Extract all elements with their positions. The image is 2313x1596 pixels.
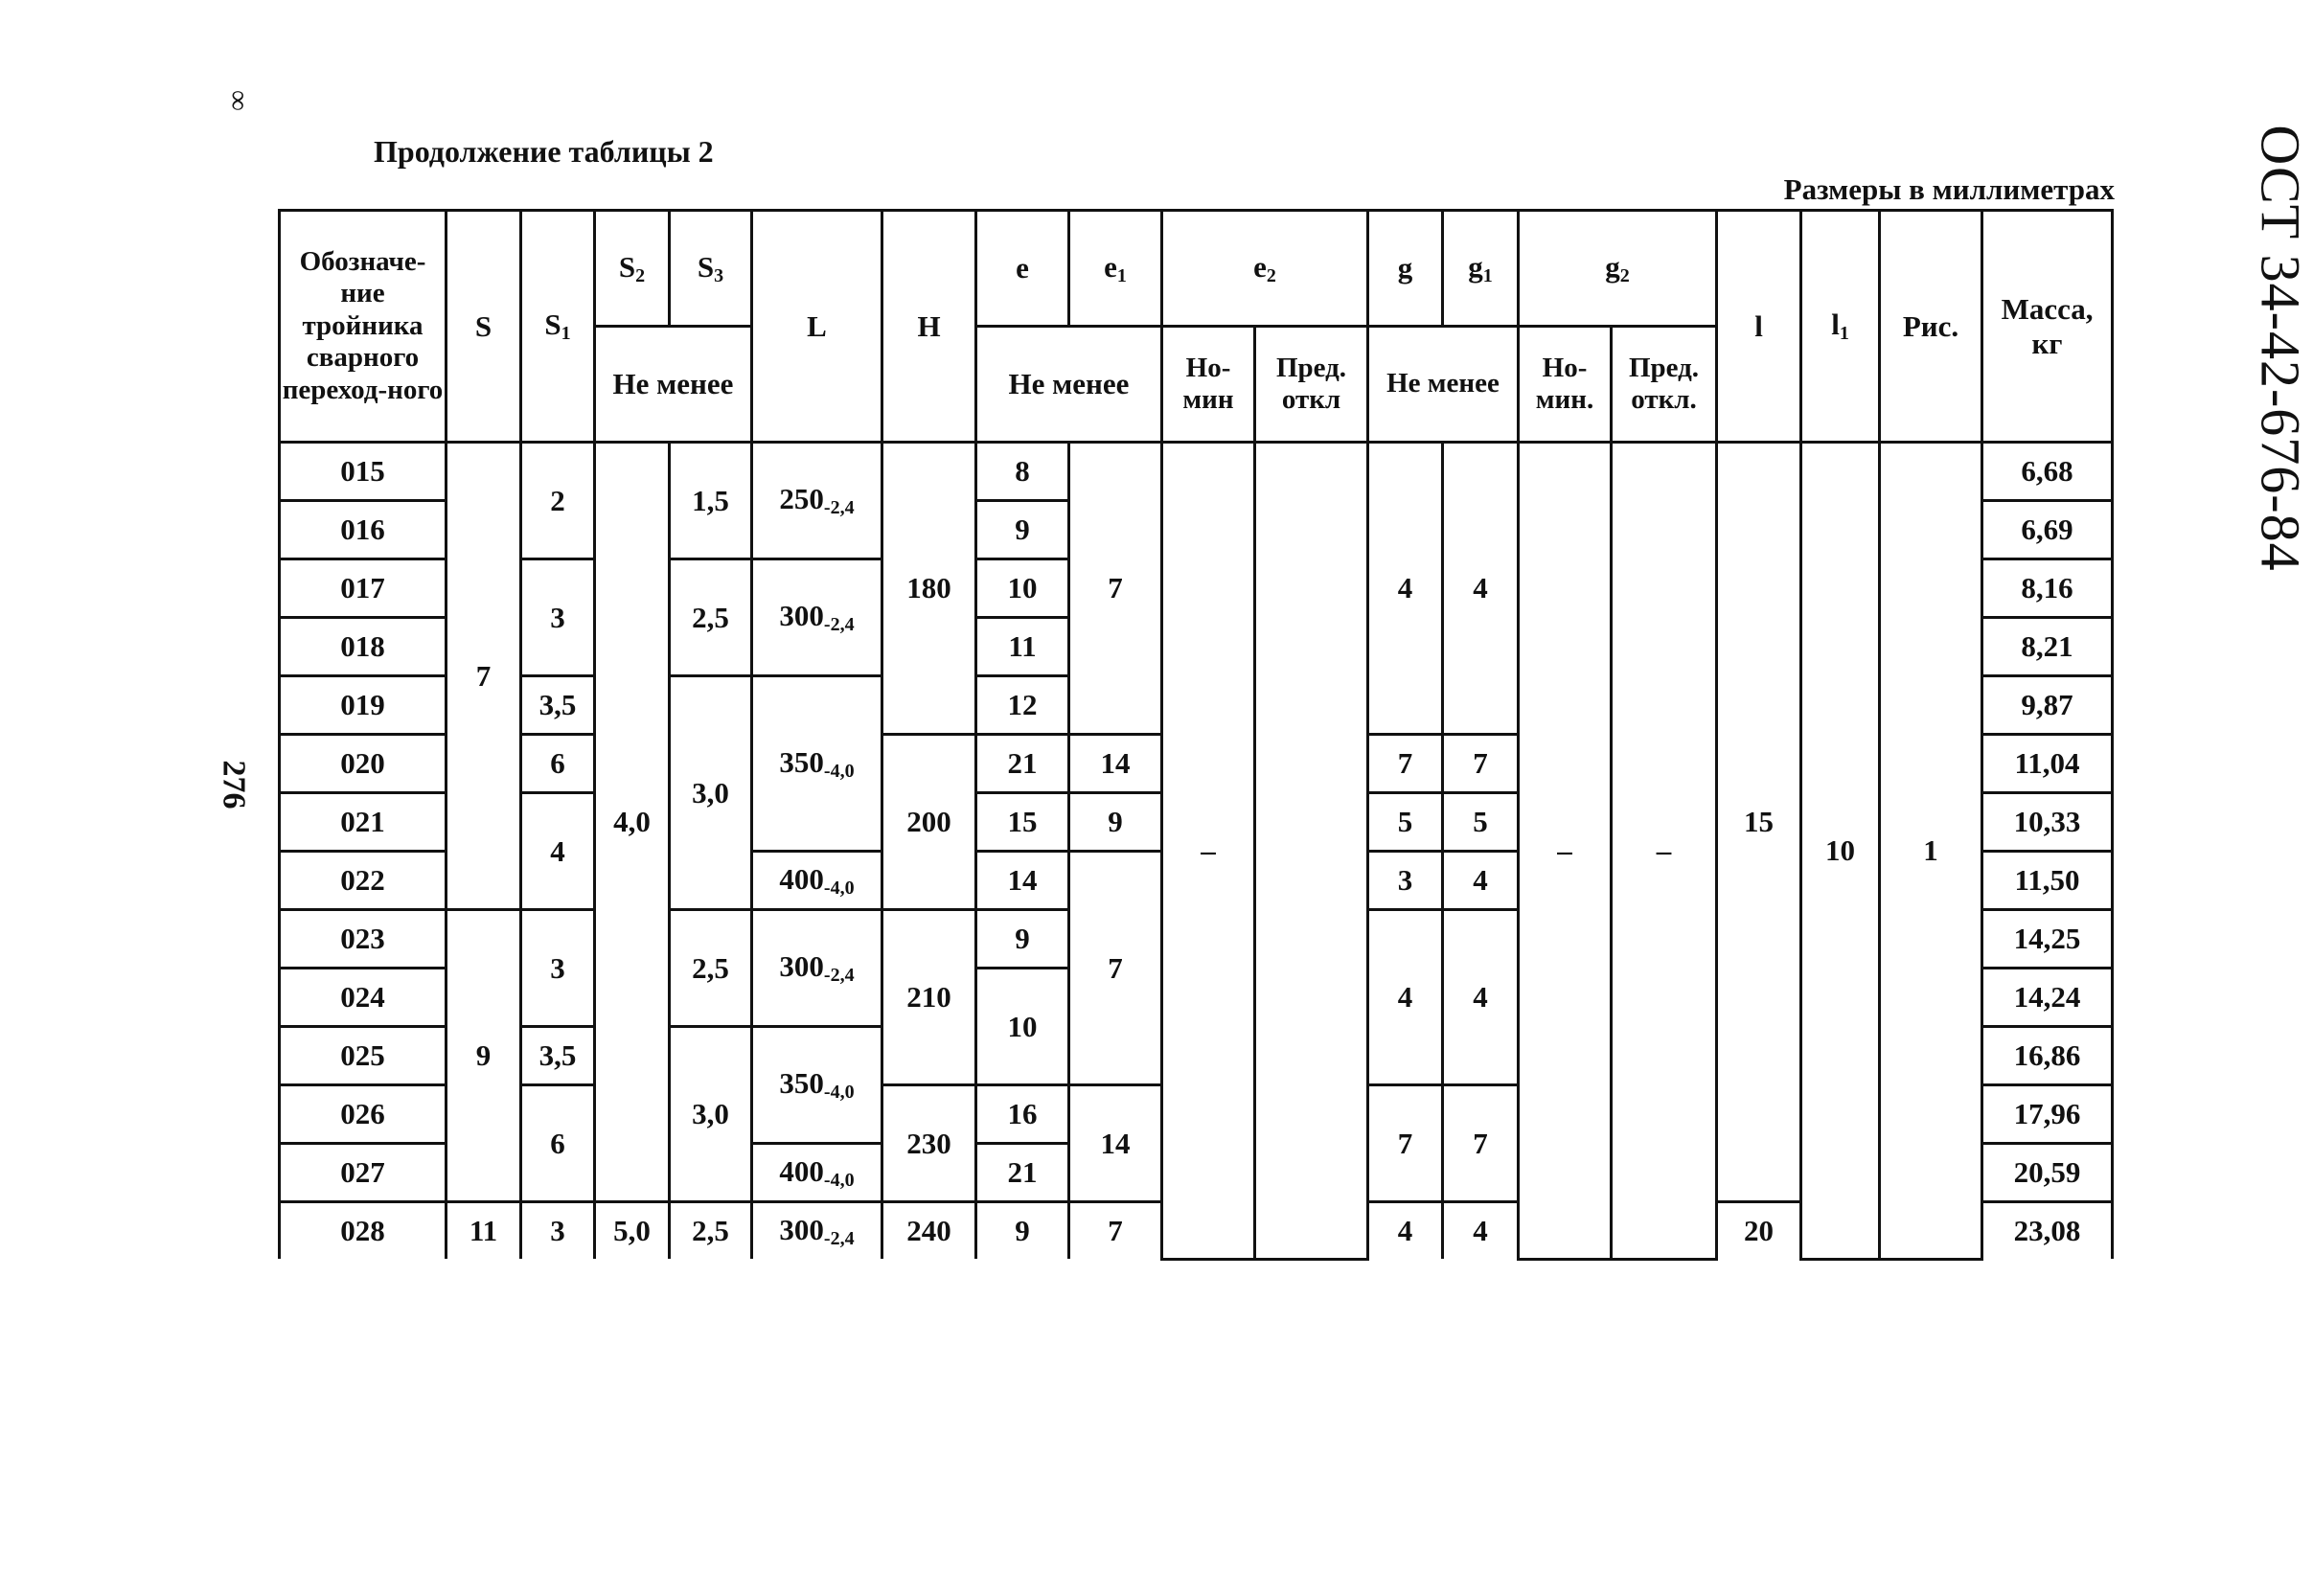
cell-e: 15	[976, 793, 1069, 852]
cell-mass: 11,50	[1982, 852, 2113, 910]
cell-mass: 10,33	[1982, 793, 2113, 852]
header-e: e	[976, 211, 1069, 327]
cell-l: 20	[1717, 1202, 1801, 1260]
cell-code: 022	[280, 852, 447, 910]
cell-L-value: 300	[779, 599, 824, 632]
cell-L-value: 250	[779, 482, 824, 515]
cell-code: 023	[280, 910, 447, 969]
cell-L-tolerance: -4,0	[823, 1169, 855, 1191]
header-g1	[1443, 211, 1519, 327]
cell-l1: 10	[1801, 443, 1880, 1260]
cell-g1: 5	[1443, 793, 1519, 852]
cell-e1: 7	[1069, 443, 1162, 735]
cell-e2-nominal: –	[1162, 443, 1255, 1260]
cell-L-tolerance: -4,0	[823, 877, 855, 899]
header-g1-letter: g	[1468, 249, 1483, 284]
cell-mass: 9,87	[1982, 676, 2113, 735]
cell-L-tolerance: -2,4	[823, 965, 855, 986]
cell-e: 12	[976, 676, 1069, 735]
cell-L-value: 400	[779, 1153, 824, 1188]
header-e2-sub: 2	[1266, 264, 1276, 286]
cell-e: 8	[976, 443, 1069, 501]
cell-mass: 16,86	[1982, 1027, 2113, 1085]
cell-e1: 9	[1069, 793, 1162, 852]
header-g1-sub: 1	[1482, 264, 1493, 286]
cell-S3: 3,0	[670, 1027, 752, 1202]
cell-L	[752, 443, 882, 559]
cell-S1: 3	[521, 1202, 595, 1260]
cell-g: 3	[1368, 852, 1443, 910]
cell-S1: 3,5	[521, 1027, 595, 1085]
page-number: 276	[216, 760, 252, 809]
cell-code: 025	[280, 1027, 447, 1085]
cell-S1: 2	[521, 443, 595, 559]
cell-code: 019	[280, 676, 447, 735]
cell-S1: 4	[521, 793, 595, 910]
cell-e: 21	[976, 735, 1069, 793]
table-caption: Продолжение таблицы 2	[374, 134, 714, 169]
cell-e1: 14	[1069, 1085, 1162, 1202]
header-g2	[1519, 211, 1717, 327]
cell-code: 024	[280, 969, 447, 1027]
header-g2-nominal: Но-мин.	[1519, 327, 1612, 443]
cell-S1: 3,5	[521, 676, 595, 735]
cell-code: 021	[280, 793, 447, 852]
header-e1-letter: e	[1104, 249, 1117, 284]
header-S2-sub: 2	[635, 264, 646, 286]
cell-L-value: 350	[779, 1066, 824, 1100]
cell-code: 028	[280, 1202, 447, 1260]
cell-g1: 7	[1443, 1085, 1519, 1202]
cell-mass: 6,69	[1982, 501, 2113, 559]
cell-L-value: 400	[779, 861, 824, 896]
cell-L-tolerance: -4,0	[823, 760, 855, 782]
cell-e: 9	[976, 501, 1069, 559]
cell-g: 4	[1368, 443, 1443, 735]
header-l1-letter: l	[1831, 308, 1840, 341]
cell-H: 180	[882, 443, 976, 735]
cell-S1: 3	[521, 910, 595, 1027]
cell-L-value: 300	[779, 949, 824, 983]
header-H: H	[882, 211, 976, 443]
header-L: L	[752, 211, 882, 443]
cell-H: 230	[882, 1085, 976, 1202]
cell-S2: 4,0	[595, 443, 670, 1202]
cell-e: 14	[976, 852, 1069, 910]
document-code: ОСТ 34-42-676-84	[2249, 125, 2312, 572]
cell-g1: 4	[1443, 1202, 1519, 1260]
header-l1-sub: 1	[1839, 323, 1849, 344]
header-l: l	[1717, 211, 1801, 443]
cell-e: 11	[976, 618, 1069, 676]
cell-g: 7	[1368, 1085, 1443, 1202]
header-fig: Рис.	[1880, 211, 1982, 443]
header-e2-nominal: Но-мин	[1162, 327, 1255, 443]
cell-L	[752, 1144, 882, 1202]
cell-code: 016	[280, 501, 447, 559]
cell-mass: 14,24	[1982, 969, 2113, 1027]
header-g2-tolerance: Пред. откл.	[1612, 327, 1717, 443]
cell-S3: 2,5	[670, 1202, 752, 1260]
cell-fig: 1	[1880, 443, 1982, 1260]
header-designation: Обозначе-ние тройника сварного переход-ного	[280, 211, 447, 443]
cell-S: 9	[447, 910, 521, 1202]
cell-e: 16	[976, 1085, 1069, 1144]
cell-L	[752, 559, 882, 676]
header-S2-letter: S	[618, 249, 636, 284]
cell-g1: 4	[1443, 852, 1519, 910]
cell-S3: 2,5	[670, 910, 752, 1027]
cell-H: 240	[882, 1202, 976, 1260]
cell-e: 9	[976, 910, 1069, 969]
cell-S: 11	[447, 1202, 521, 1260]
cell-code: 027	[280, 1144, 447, 1202]
cell-code: 015	[280, 443, 447, 501]
cell-L-value: 300	[779, 1212, 824, 1246]
header-e2-tolerance: Пред. откл	[1255, 327, 1368, 443]
cell-L	[752, 852, 882, 910]
header-e1	[1069, 211, 1162, 327]
cell-S2: 5,0	[595, 1202, 670, 1260]
header-S1-sub: 1	[561, 323, 571, 344]
cell-S3: 2,5	[670, 559, 752, 676]
cell-e: 9	[976, 1202, 1069, 1260]
table-row	[280, 443, 2113, 501]
cell-mass: 17,96	[1982, 1085, 2113, 1144]
header-row-1	[280, 211, 2113, 327]
cell-e1: 7	[1069, 852, 1162, 1085]
header-e1-sub: 1	[1116, 264, 1127, 286]
cell-e: 10	[976, 969, 1069, 1085]
header-g2-sub: 2	[1619, 264, 1630, 286]
cell-mass: 11,04	[1982, 735, 2113, 793]
cell-S3: 3,0	[670, 676, 752, 910]
cell-g1: 4	[1443, 443, 1519, 735]
header-S: S	[447, 211, 521, 443]
header-S3-letter: S	[697, 249, 715, 284]
header-S3	[670, 211, 752, 327]
cell-mass: 14,25	[1982, 910, 2113, 969]
header-l1	[1801, 211, 1880, 443]
cell-H: 210	[882, 910, 976, 1085]
header-S1-letter: S	[544, 308, 561, 341]
cell-L-tolerance: -4,0	[823, 1082, 855, 1103]
cell-e1: 7	[1069, 1202, 1162, 1260]
cell-g1: 7	[1443, 735, 1519, 793]
cell-g: 4	[1368, 910, 1443, 1085]
cell-L-tolerance: -2,4	[823, 1227, 855, 1249]
cell-g: 7	[1368, 735, 1443, 793]
cell-S1: 6	[521, 735, 595, 793]
cell-g2-nominal: –	[1519, 443, 1612, 1260]
cell-mass: 8,21	[1982, 618, 2113, 676]
cell-S1: 3	[521, 559, 595, 676]
header-e2	[1162, 211, 1368, 327]
cell-e2-tolerance	[1255, 443, 1368, 1260]
header-S3-sub: 3	[714, 264, 724, 286]
cell-S: 7	[447, 443, 521, 910]
cell-L	[752, 1027, 882, 1144]
cell-code: 026	[280, 1085, 447, 1144]
cell-g1: 4	[1443, 910, 1519, 1085]
header-g: g	[1368, 211, 1443, 327]
cell-e: 21	[976, 1144, 1069, 1202]
header-not-less-e: Не менее	[976, 327, 1162, 443]
cell-code: 018	[280, 618, 447, 676]
cell-l: 15	[1717, 443, 1801, 1202]
header-e2-letter: e	[1253, 249, 1267, 284]
cell-code: 017	[280, 559, 447, 618]
header-S1	[521, 211, 595, 443]
cell-e: 10	[976, 559, 1069, 618]
cell-L	[752, 910, 882, 1027]
header-not-less-g: Не менее	[1368, 327, 1519, 443]
cell-L-tolerance: -2,4	[823, 497, 855, 518]
cell-L-tolerance: -2,4	[823, 614, 855, 635]
cell-mass: 20,59	[1982, 1144, 2113, 1202]
cell-S3: 1,5	[670, 443, 752, 559]
cell-mass: 8,16	[1982, 559, 2113, 618]
cell-L-value: 350	[779, 744, 824, 779]
dimensions-table	[278, 209, 2114, 1261]
cell-g: 4	[1368, 1202, 1443, 1260]
units-note: Размеры в миллиметрах	[1783, 172, 2115, 206]
cell-mass: 6,68	[1982, 443, 2113, 501]
header-S2	[595, 211, 670, 327]
cell-e1: 14	[1069, 735, 1162, 793]
corner-number: ∞	[222, 90, 255, 111]
cell-S1: 6	[521, 1085, 595, 1202]
header-g2-letter: g	[1605, 249, 1620, 284]
cell-H: 200	[882, 735, 976, 910]
cell-L	[752, 1202, 882, 1260]
cell-mass: 23,08	[1982, 1202, 2113, 1260]
cell-code: 020	[280, 735, 447, 793]
header-mass: Масса, кг	[1982, 211, 2113, 443]
header-not-less-s: Не менее	[595, 327, 752, 443]
cell-g2-tolerance: –	[1612, 443, 1717, 1260]
cell-g: 5	[1368, 793, 1443, 852]
cell-L	[752, 676, 882, 852]
